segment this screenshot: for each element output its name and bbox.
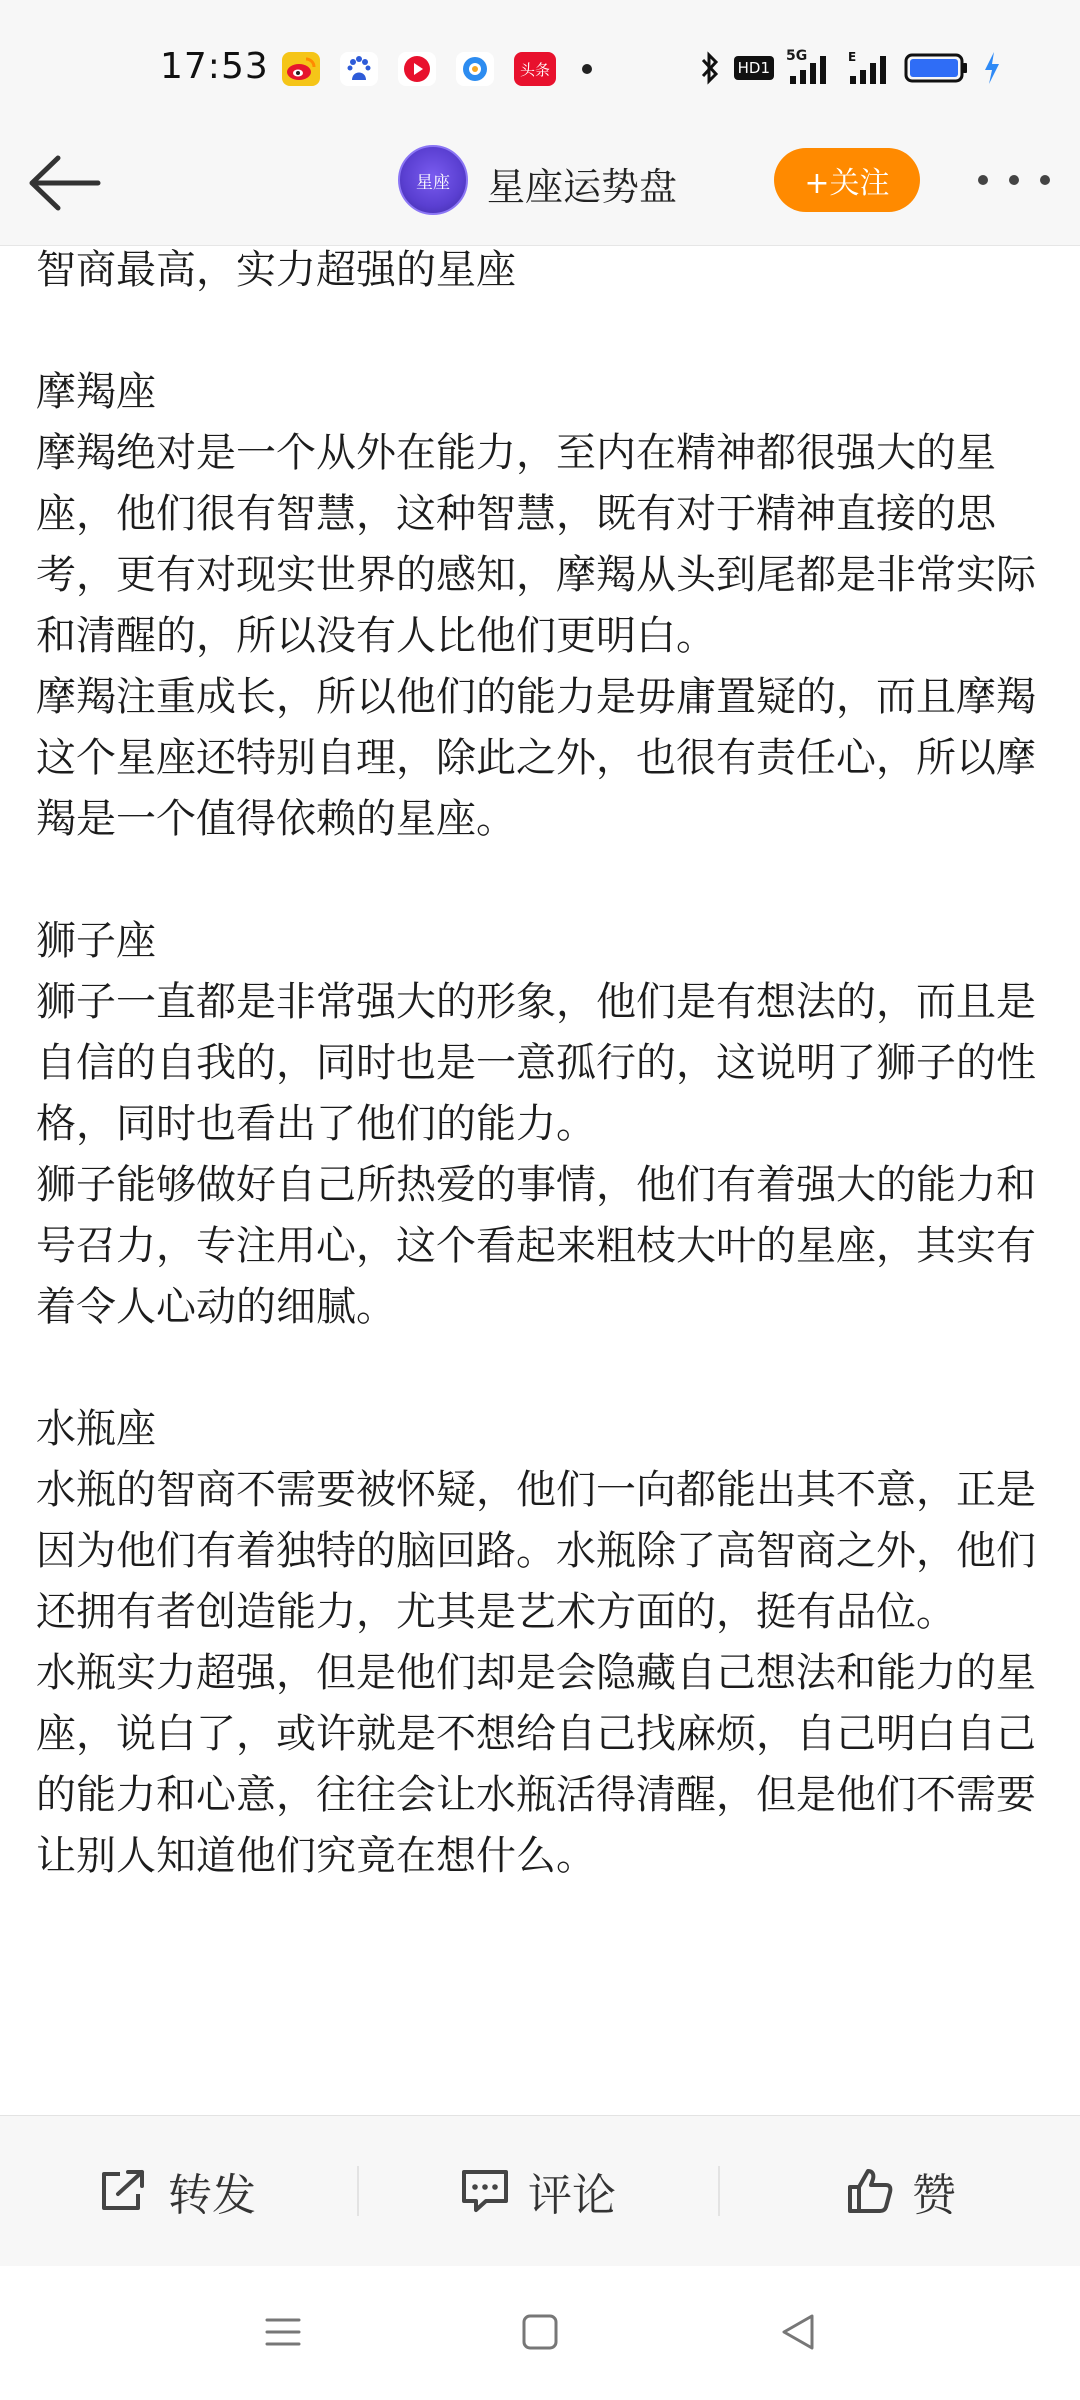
section-paragraph: 水瓶的智商不需要被怀疑，他们一向都能出其不意，正是因为他们有着独特的脑回路。水瓶除了高智商之外，他们还拥有者创造能力，尤其是艺术方面的，挺有品位。 (36, 1467, 1036, 1635)
status-bar (0, 0, 1080, 140)
hd-icon: HD1 (734, 56, 774, 80)
notification-icons (282, 52, 592, 86)
home-icon[interactable] (520, 2312, 560, 2352)
toutiao-label: 头条 (519, 60, 550, 79)
avatar-text: 星座 (416, 172, 450, 193)
baidu-icon (340, 52, 378, 86)
more-notifications-dot (582, 64, 592, 74)
menu-icon[interactable] (263, 2314, 303, 2350)
dot-icon (978, 175, 988, 185)
section-paragraph: 狮子能够做好自己所热爱的事情，他们有着强大的能力和号召力，专注用心，这个看起来粗枝大叶的星座，其实有着令人心动的细腻。 (36, 1162, 1036, 1330)
more-options-button[interactable] (978, 160, 1050, 200)
back-arrow-icon (26, 152, 106, 214)
system-icons (698, 50, 1002, 86)
browser-icon (456, 52, 494, 86)
back-button[interactable] (26, 152, 106, 214)
back-nav-icon[interactable] (778, 2312, 818, 2352)
post-action-bar (0, 2115, 1080, 2266)
svg-text:E: E (848, 50, 857, 64)
like-button[interactable] (846, 2116, 956, 2266)
account-avatar[interactable] (398, 145, 468, 215)
5g-signal-icon (786, 50, 834, 86)
system-nav-bar (0, 2266, 1080, 2400)
article-body (36, 240, 1046, 1887)
like-label: 赞 (912, 2170, 956, 2221)
section-paragraph: 狮子一直都是非常强大的形象，他们是有想法的，而且是自信的自我的，同时也是一意孤行的，这说明了狮子的性格，同时也看出了他们的能力。 (36, 979, 1036, 1147)
account-name[interactable]: 星座运势盘 (487, 165, 678, 209)
charging-icon (982, 50, 1002, 86)
thumbs-up-icon (846, 2167, 894, 2215)
section-title-aquarius: 水瓶座 (36, 1406, 156, 1452)
dot-icon (1009, 175, 1019, 185)
section-paragraph: 摩羯注重成长，所以他们的能力是毋庸置疑的，而且摩羯这个星座还特别自理，除此之外，也很有责任心，所以摩羯是一个值得依赖的星座。 (36, 674, 1036, 842)
status-time: 17:53 (160, 46, 269, 87)
network-type-label: 5G (786, 48, 808, 64)
section-title-leo: 狮子座 (36, 918, 156, 964)
comment-label: 评论 (528, 2170, 616, 2221)
comment-button[interactable] (460, 2116, 616, 2266)
video-app-icon (398, 52, 436, 86)
action-divider (357, 2166, 359, 2216)
weibo-icon (282, 52, 320, 86)
section-title-capricorn: 摩羯座 (36, 369, 156, 415)
article-intro: 智商最高，实力超强的星座 (36, 247, 516, 293)
repost-button[interactable] (98, 2116, 256, 2266)
toutiao-icon (514, 52, 556, 86)
comment-icon (460, 2167, 510, 2215)
battery-icon (904, 51, 970, 85)
dot-icon (1040, 175, 1050, 185)
section-paragraph: 摩羯绝对是一个从外在能力，至内在精神都很强大的星座，他们很有智慧，这种智慧，既有对于精神直接的思考，更有对现实世界的感知，摩羯从头到尾都是非常实际和清醒的，所以没有人比他们更明白。 (36, 430, 1036, 659)
follow-button[interactable]: +关注 (774, 148, 920, 212)
section-paragraph: 水瓶实力超强，但是他们却是会隐藏自己想法和能力的星座，说白了，或许就是不想给自己找麻烦，自己明白自己的能力和心意，往往会让水瓶活得清醒，但是他们不需要让别人知道他们究竟在想什么。 (36, 1650, 1036, 1879)
bluetooth-icon (698, 50, 722, 86)
signal-icon (846, 50, 892, 86)
repost-label: 转发 (168, 2170, 256, 2221)
action-divider (718, 2166, 720, 2216)
share-icon (98, 2168, 150, 2214)
